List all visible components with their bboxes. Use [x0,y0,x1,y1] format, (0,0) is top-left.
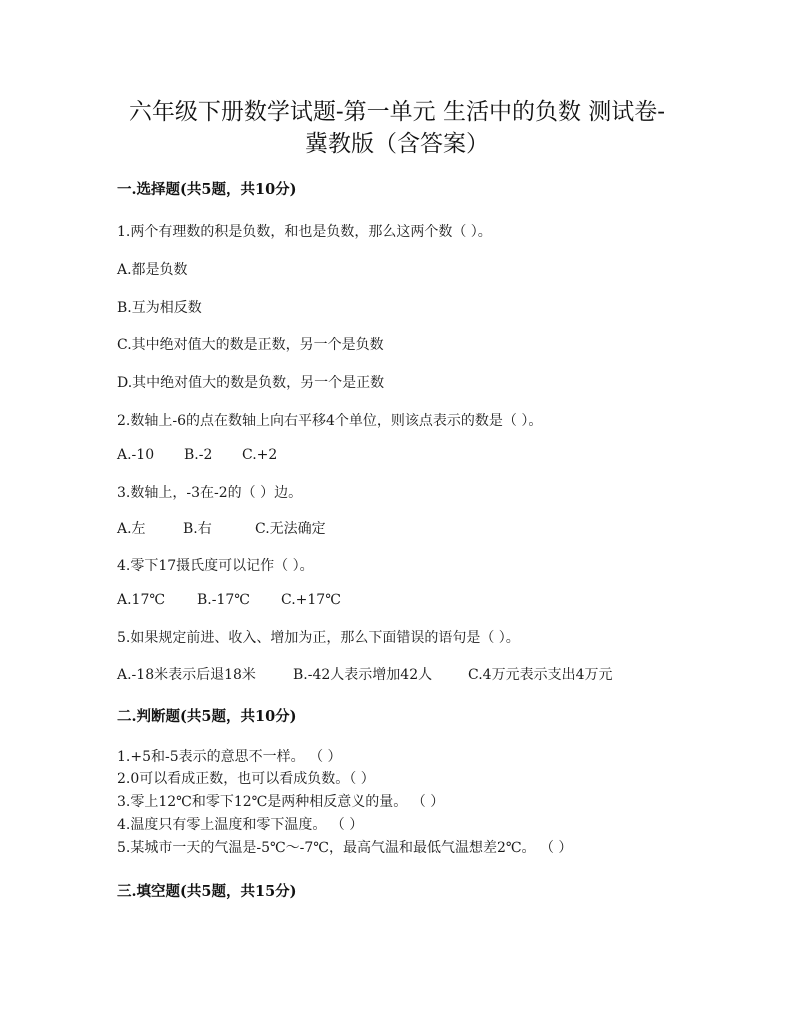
section-heading-choice: 一.选择题(共5题，共10分) [117,181,297,198]
question-1-option-d: D.其中绝对值大的数是负数，另一个是正数 [117,375,385,391]
question-3-option-a: A.左 [117,521,146,537]
question-5-option-b: B.-42人表示增加42人 [293,667,433,683]
question-2-option-c: C.+2 [242,447,278,463]
question-4-option-b: B.-17℃ [197,592,250,608]
question-5-option-c: C.4万元表示支出4万元 [468,667,613,683]
question-2-options [117,447,277,463]
question-4-option-a: A.17℃ [117,592,166,608]
question-2-option-b: B.-2 [184,447,213,463]
question-2-option-a: A.-10 [117,447,155,463]
judge-item-4: 4.温度只有零上温度和零下温度。 （ ） [117,817,364,833]
question-3-options [117,518,326,538]
question-1-option-c: C.其中绝对值大的数是正数，另一个是负数 [117,337,384,353]
question-5-stem: 5.如果规定前进、收入、增加为正，那么下面错误的语句是（ ）。 [117,630,520,646]
question-1-stem: 1.两个有理数的积是负数，和也是负数，那么这两个数（ ）。 [117,224,492,240]
question-3-option-b: B.右 [183,521,212,537]
section-heading-true-false: 二.判断题(共5题，共10分) [117,708,297,725]
section-heading-fill-blank: 三.填空题(共5题，共15分) [117,883,297,900]
question-3-stem: 3.数轴上，-3在-2的（ ）边。 [117,485,303,501]
question-5-option-a: A.-18米表示后退18米 [117,667,256,683]
question-2-stem: 2.数轴上-6的点在数轴上向右平移4个单位，则该点表示的数是（ ）。 [117,413,543,429]
question-4-options [117,592,341,608]
question-1-option-a: A.都是负数 [117,262,188,278]
document-title-line-2: 冀教版（含答案） [305,131,489,157]
question-3-option-c: C.无法确定 [255,521,326,537]
judge-item-3: 3.零上12℃和零下12℃是两种相反意义的量。 （ ） [117,794,445,810]
question-4-stem: 4.零下17摄氏度可以记作（ ）。 [117,558,314,574]
question-1-option-b: B.互为相反数 [117,300,202,316]
judge-item-1: 1.+5和-5表示的意思不一样。 （ ） [117,749,342,765]
document-title-line-1: 六年级下册数学试题-第一单元 生活中的负数 测试卷- [128,99,666,125]
judge-item-5: 5.某城市一天的气温是-5℃～-7℃，最高气温和最低气温想差2℃。 （ ） [117,840,573,856]
judge-item-2: 2.0可以看成正数，也可以看成负数。（ ） [117,771,375,787]
question-4-option-c: C.+17℃ [281,592,341,608]
question-5-options [117,664,612,684]
